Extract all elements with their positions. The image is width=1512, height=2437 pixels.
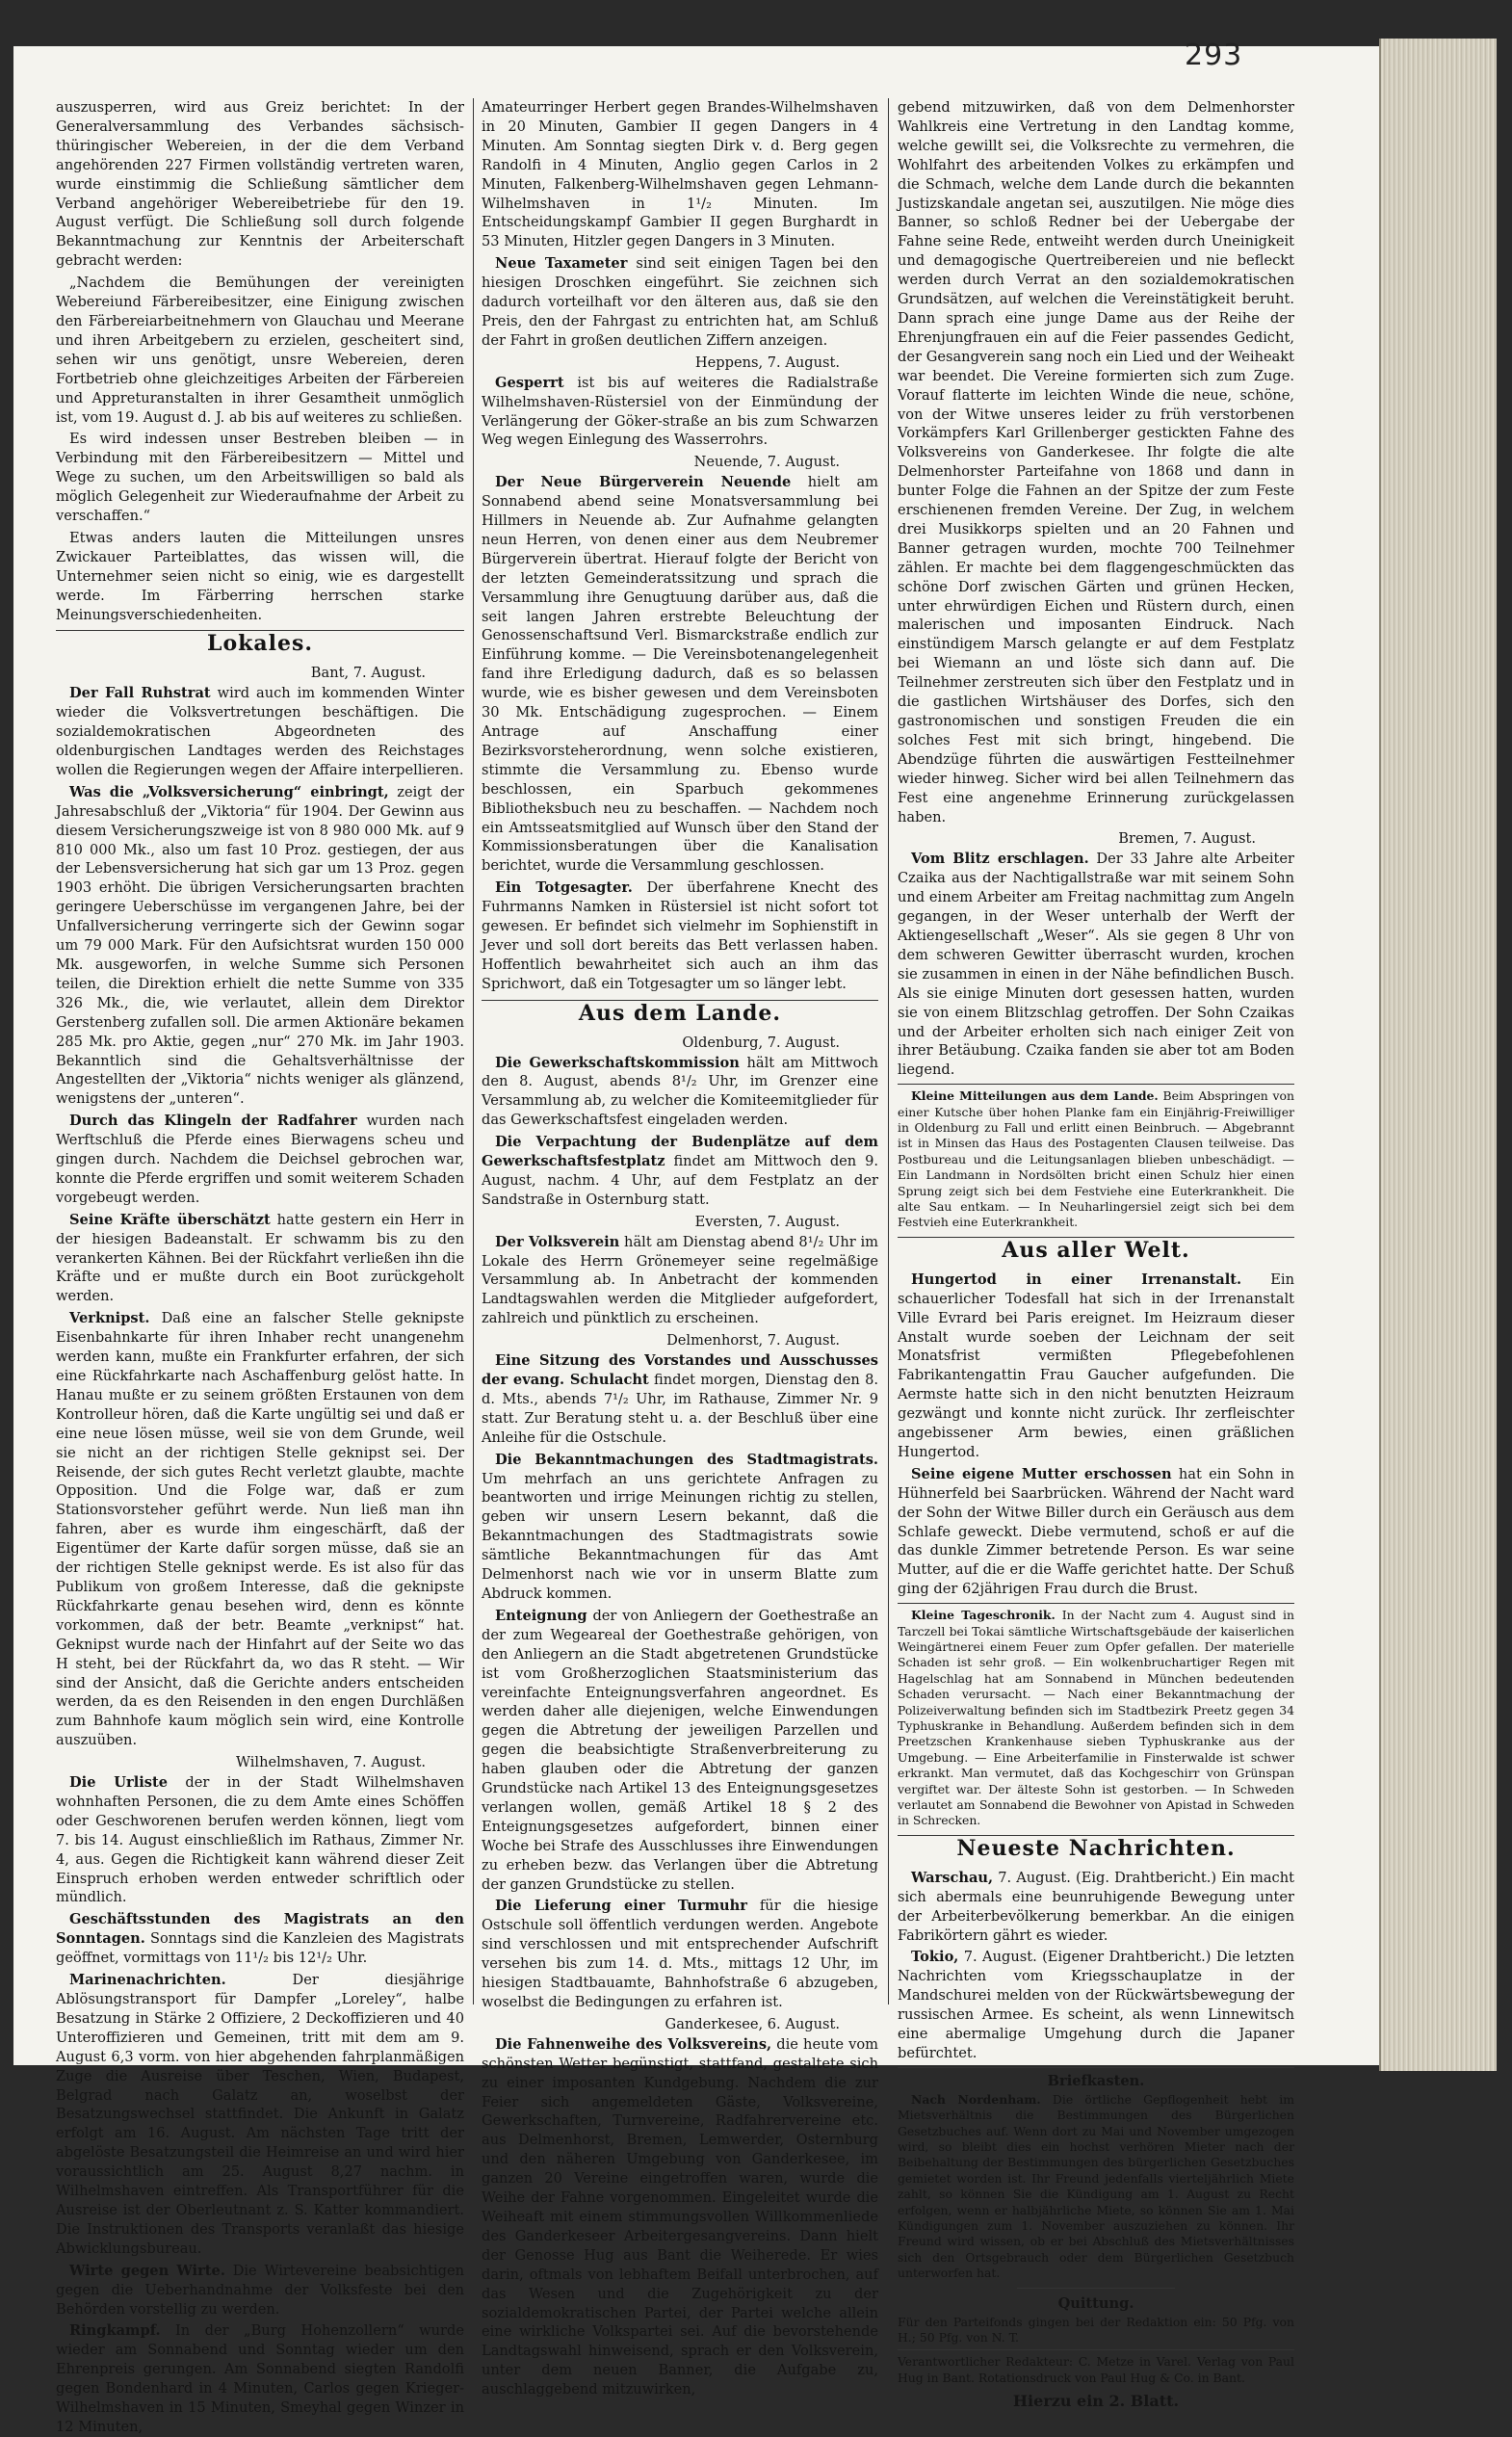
- item-text: hält am Mittwoch den 8. August, abends 8¹/₂ Uhr, im Grenzer eine Versammlung ab, zu welcher die Komiteemitglieder für das Gewerkschaftsfest eingeladen werden.: [482, 1054, 878, 1129]
- item-text: Der diesjährige Ablösungstransport für Dampfer „Loreley“, halbe Besatzung in Stärke 2 Offiziere, 2 Deckoffizieren und 40 Unteroffizieren und Gemeinen, tritt mit dem am 9. August 6,3 vorm. von hier abgehenden fahrplanmäßigen Zuge die Ausreise über Teschen, Wien, Budapest, Belgrad nach Galatz an, woselbst der Besatzungswechsel stattfindet. Die Ankunft in Galatz erfolgt am 16. August. Am nächsten Tage tritt der abgelöste Besatzungsteil die Heimreise an und wird hier voraussichtlich am 25. August 8,27 nachm. in Wilhelmshaven eintreffen. Als Transportführer für die Ausreise ist der Oberleutnant z. S. Katter kommandiert. Die Instruktionen des Transports veranlaßt das hiesige Abwicklungsbureau.: [56, 1972, 464, 2257]
- item-text: In der „Burg Hohenzollern“ wurde wieder am Sonnabend und Sonntag wieder um den Ehrenpreis gerungen. Am Sonnabend siegten Randolfi gegen Bondenhard in 4 Minuten, Carlos gegen Krieger-Wilhelmshaven in 15 Minuten, Smeyhal gegen Winzer in 12 Minuten,: [56, 2322, 464, 2435]
- item-text: Die örtliche Gepflogenheit hebt im Mietsverhältnis die Bestimmungen des Bürgerlichen Gesetzbuches auf. Wenn dort zu Mai und November umgezogen wird, so bleibt dies ein hochst verhören Mieter nach der Beibehaltung der Bestimmungen des bürgerlichen Gesetzbuches gemietet worden ist. Ihr Freund jedenfalls vierteljährlich Miete zahlt, so können Sie die Kündigung am 1. August zu Recht erfolgen, wenn er halbjährliche Miete, so können Sie am 1. Mai Kündigungen zum 1. November auszuziehen zu können. Ihr Freund wird wissen, ob er bei Abschluß des Mietsverhältnisses sich den Ortsgebrauch oder dem Bürgerlichen Gesetzbuch unterworfen hat.: [898, 2091, 1294, 2281]
- item-keyword: Vom Blitz erschlagen.: [911, 851, 1089, 868]
- divider: [1017, 2288, 1176, 2289]
- item-text: hat ein Sohn in Hühnerfeld bei Saarbrücken. Während der Nacht ward der Sohn der Witwe Biller durch ein Geräusch aus dem Schlafe geweckt. Diebe vermutend, schoß er auf die das dunkle Zimmer betretende Person. Es war seine Mutter, auf die er die Waffe gerichtet hatte. Der Schuß ging der 62jährigen Frau durch die Brust.: [898, 1465, 1295, 1598]
- item-text: wurden nach Werftschluß die Pferde eines Bierwagens scheu und gingen durch. Nachdem die Deichsel gebrochen war, konnte die Pferde ergriffen und somit weiterem Schaden vorgebeugt werden.: [56, 1113, 464, 1206]
- item-keyword: Marinenachrichten.: [69, 1972, 226, 1989]
- news-item: [56, 1211, 464, 1307]
- column-divider-1: [473, 98, 474, 2005]
- item-keyword: Die Verpachtung der Budenplätze auf dem Gewerkschaftsfestplatz: [482, 1134, 878, 1170]
- dateline: Delmenhorst, 7. August.: [666, 1332, 840, 1350]
- news-item: [482, 254, 878, 351]
- book-binding: [1379, 39, 1497, 2071]
- dateline: Eversten, 7. August.: [694, 1213, 840, 1230]
- item-keyword: Wirte gegen Wirte.: [69, 2262, 225, 2279]
- item-keyword: Kleine Tageschronik.: [911, 1608, 1056, 1623]
- news-item: [898, 1271, 1294, 1462]
- short-news: [898, 1088, 1294, 1231]
- news-item: [898, 850, 1294, 1080]
- news-item: [482, 1451, 878, 1604]
- article-continuation: Amateurringer Herbert gegen Brandes-Wilhelmshaven in 20 Minuten, Gambier II gegen Dangers in 4 Minuten. Am Sonntag siegten Dirk v. d. Berg gegen Randolfi in 4 Minuten, Anglio gegen Carlos in 2 Minuten, Falkenberg-Wilhelmshaven gegen Lehmann-Wilhelmshaven in 1¹/₂ Minuten. Im Entscheidungskampf Gambier II gegen Burghardt in 53 Minuten, Hitzler gegen Dangers in 3 Minuten.: [482, 99, 878, 250]
- item-keyword: Die Bekanntmachungen des Stadtmagistrats.: [495, 1451, 878, 1468]
- news-item: [56, 684, 464, 780]
- news-item: [482, 2035, 878, 2399]
- article-continuation: gebend mitzuwirken, daß von dem Delmenhorster Wahlkreis eine Vertretung in den Landtag komme, welche gewillt sei, die Volksrechte zu vermehren, die Wohlfahrt des arbeitenden Volkes zu erkämpfen und die Schmach, welche dem Lande durch die bekannten Justizskandale angetan sei, auszutilgen. Nie möge dies Banner, so schloß Redner bei der Uebergabe der Fahne seine Rede, entweiht werden durch Uneinigkeit und demagogische Quertreibereien und nie befleckt werden durch Verrat an den sozialdemokratischen Grundsätzen, auf welchen die Vereinstätigkeit beruht. Dann sprach eine junge Dame aus der Reihe der Ehrenjungfrauen ein auf die Feier passendes Gedicht, der Gesangverein sang noch ein Lied und der Weiheakt war beendet. Die Vereine formierten sich zum Zuge. Vorauf flatterte im leichten Winde die neue, schöne, von der Witwe unseres leider zu früh verstorbenen Vorkämpfers Karl Grillenberger gestickten Fahne des Volksvereins von Ganderkesee. Ihr folgte die alte Delmenhorster Parteifahne von 1868 und dann in bunter Folge die Fahnen an der Spitze der zum Feste erschienenen fremden Vereine. Der Zug, in welchem drei Musikkorps spielten und an 20 Fahnen und Banner getragen wurden, mochte 700 Teilnehmer zählen. Er machte bei dem flaggengeschmückten das schöne Dorf zwischen Gärten und grünen Hecken, unter ehrwürdigen Eichen und Rüstern durch, einen malerischen und imposanten Eindruck. Nach einstündigem Marsch gelangte er auf dem Festplatz bei Wiemann an und löste sich dann auf. Die Teilnehmer zerstreuten sich über den Festplatz und in die gastlichen Wirtshäuser des Dorfes, sich den gastronomischen und sonstigen Freuden die ein solches Fest mit sich bringt, hingebend. Die Abendzüge führten die auswärtigen Festteilnehmer wieder hinweg. Sicher wird bei allen Teilnehmern das Fest eine angenehme Erinnerung zurückgelassen haben.: [898, 99, 1294, 825]
- news-item: [898, 1948, 1294, 2062]
- item-text: Sonntags sind die Kanzleien des Magistrats geöffnet, vormittags von 11¹/₂ bis 12¹/₂ Uhr.: [56, 1930, 465, 1967]
- item-text: hielt am Sonnabend abend seine Monatsversammlung bei Hillmers in Neuende ab. Zur Aufnahme gelangten neun Herren, von denen einer aus dem Neubremer Bürgerverein übertrat. Hierauf folgte der Bericht von der letzten Gemeinderatssitzung und sprach die Versammlung ihre Genugtuung darüber aus, daß die seit langen Jahren erstrebte Beleuchtung der Genossenschaftsund Verl. Bismarckstraße endlich zur Einführung komme. — Die Vereinsbotenangelegenheit fand ihre Erledigung dadurch, daß es so belassen wurde, wie es bisher gewesen und dem Vereinsboten 30 Mk. Entschädigung zugesprochen. — Einem Antrage auf Anschaffung einer Bezirksvorsteherordnung, wenn solche existieren, stimmte die Versammlung zu. Ebenso wurde beschlossen, ein Sparbuch gekommenes Bibliotheksbuch neu zu beschaffen. — Nachdem noch ein Amtsseatsmitglied auf Wunsch über den Stand der Kommissionsberatungen über die Kanalisation berichtet, wurde die Versammlung geschlossen.: [482, 474, 878, 875]
- divider: [898, 2067, 1294, 2068]
- imprint: Verantwortlicher Redakteur: C. Metze in Varel. Verlag von Paul Hug in Bant. Rotationsdruck von Paul Hug & Co. in Bant.: [898, 2354, 1294, 2385]
- item-text: hält am Dienstag abend 8¹/₂ Uhr im Lokale des Herrn Grönemeyer seine regelmäßige Versammlung ab. In Anbetracht der kommenden Landtagswahlen werden die Mitglieder aufgefordert, zahlreich und pünktlich zu erscheinen.: [482, 1233, 878, 1327]
- item-text: 7. August. (Eigener Drahtbericht.) Die letzten Nachrichten vom Kriegsschauplatze in der Mandschurei melden von der Rückwärtsbewegung der russischen Armee. Es scheint, als wenn Linnewitsch eine abermalige Umgehung durch die Japaner befürchtet.: [898, 1949, 1295, 2061]
- column-3: [898, 98, 1295, 2411]
- item-keyword: Eine Sitzung des Vorstandes und Ausschusses der evang. Schulacht: [482, 1352, 878, 1388]
- column-2: [482, 98, 879, 2398]
- item-text: der von Anliegern der Goethestraße an der zum Wegeareal der Goethestraße gehörigen, von den Anliegern an die Stadt abgetretenen Grundstücke ist vom Großherzoglichen Staatsministerium das vereinfachte Enteignungsverfahren angeordnet. Es werden daher alle diejenigen, welche Einwendungen gegen die Abtretung der jeweiligen Parzellen und gegen die beabsichtigte Straßenverbreiterung zu haben glauben oder die Abtretung der ganzen Grundstücke nach Artikel 13 des Enteignungsgesetzes verlangen wollen, gemäß Artikel 18 § 2 des Enteignungsgesetzes aufgefordert, binnen einer Woche bei Strafe des Ausschlusses ihre Einwendungen zu erheben bezw. das Verlangen über die Abtretung der ganzen Grundstücke zu stellen.: [482, 1607, 879, 1893]
- supplement-note: Hierzu ein 2. Blatt.: [1012, 2392, 1180, 2411]
- news-item: [898, 1869, 1294, 1946]
- item-keyword: Tokio,: [911, 1949, 959, 1966]
- item-keyword: Der Neue Bürgerverein Neuende: [495, 474, 792, 491]
- item-keyword: Enteignung: [495, 1607, 587, 1624]
- item-text: Die Wirtevereine beabsichtigen gegen die Ueberhandnahme der Volksfeste bei den Behörden vorstellig zu werden.: [56, 2262, 464, 2318]
- news-item: [482, 1233, 878, 1329]
- section-heading-lokales: Lokales.: [56, 630, 464, 658]
- item-text: Um mehrfach an uns gerichtete Anfragen zu beantworten und irrige Meinungen richtig zu stellen, geben wir unsern Lesern bekannt, daß die Bekanntmachungen des Stadtmagistrats sowie sämtliche Bekanntmachungen für das Amt Delmenhorst nach wie vor in unserm Blatte zum Abdruck kommen.: [482, 1470, 878, 1602]
- item-keyword: Die Urliste: [69, 1774, 169, 1792]
- item-keyword: Die Lieferung einer Turmuhr: [495, 1898, 747, 1915]
- article-paragraph: Etwas anders lauten die Mitteilungen unsres Zwickauer Parteiblattes, das wissen will, die Unternehmer seien nicht so einig, wie es dargestellt werde. Im Färberring herrschen starke Meinungsverschiedenheiten.: [56, 529, 464, 623]
- item-keyword: Verknipst.: [69, 1310, 150, 1327]
- dateline: Ganderkesee, 6. August.: [665, 2015, 840, 2032]
- news-item: [482, 1897, 878, 2011]
- item-keyword: Durch das Klingeln der Radfahrer: [69, 1113, 357, 1130]
- item-text: findet am Mittwoch den 9. August, nachm. 4 Uhr, auf dem Festplatz an der Sandstraße in Osternburg statt.: [482, 1153, 879, 1208]
- news-item: [482, 473, 878, 876]
- page-number: 293: [1185, 39, 1243, 72]
- item-text: wird auch im kommenden Winter wieder die Volksvertretungen beschäftigen. Die sozialdemokratischen Abgeordneten des oldenburgischen Landtages werden des Reichstages wollen die Regierungen wegen der Affaire interpellieren.: [56, 685, 465, 778]
- item-keyword: Ein Totgesagter.: [495, 879, 633, 897]
- item-keyword: Geschäftsstunden des Magistrats an den Sonntagen.: [56, 1911, 464, 1948]
- item-keyword: Warschau,: [911, 1869, 994, 1886]
- news-item: [56, 1971, 464, 2259]
- item-text: der in der Stadt Wilhelmshaven wohnhaften Personen, die zu dem Amte eines Schöffen oder Geschworenen berufen werden können, liegt vom 7. bis 14. August einschließlich im Rathaus, Zimmer Nr. 4, aus. Gegen die Richtigkeit kann während dieser Zeit Einspruch erhoben werden entweder schriftlich oder mündlich.: [56, 1774, 465, 1906]
- item-keyword: Hungertod in einer Irrenanstalt.: [911, 1271, 1242, 1288]
- item-text: findet morgen, Dienstag den 8. d. Mts., abends 7¹/₂ Uhr, im Rathause, Zimmer Nr. 9 statt. Zur Beratung steht u. a. der Beschluß über eine Anleihe für die Ostschule.: [482, 1372, 878, 1446]
- article-intro: auszusperren, wird aus Greiz berichtet: In der Generalversammlung des Verbandes sächsisch-thüringischer Webereien, in der die dem Verband angehörenden 227 Firmen vollständig vertreten waren, wurde einstimmig die Schließung sämtlicher dem Verband angehöriger Webereibetriebe für den 19. August verfügt. Die Schließung soll durch folgende Bekanntmachung zur Kenntnis der Arbeiterschaft gebracht werden:: [56, 99, 464, 270]
- dateline: Heppens, 7. August.: [694, 354, 840, 371]
- dateline: Neuende, 7. August.: [693, 454, 840, 471]
- news-item: [482, 374, 878, 451]
- news-item: [56, 1910, 464, 1968]
- news-item: [56, 1309, 464, 1750]
- item-keyword: Neue Taxameter: [495, 255, 628, 273]
- item-keyword: Die Fahnenweihe des Volksvereins,: [495, 2035, 772, 2053]
- divider: [898, 1084, 1294, 1085]
- dateline: Wilhelmshaven, 7. August.: [235, 1754, 426, 1771]
- item-text: Der 33 Jahre alte Arbeiter Czaika aus der Nachtigallstraße war mit seinem Sohn und einem Arbeiter am Freitag nachmittag zum Angeln gegangen, in der Weser unterhalb der Werft der Aktiengesellschaft „Weser“. Als sie gegen 8 Uhr von dem schweren Gewitter überrascht wurden, krochen sie zusammen in einen in der Nähe befindlichen Busch. Als sie einige Minuten dort gesessen hatten, wurden sie von einem Blitzschlag getroffen. Der Sohn Czaikas und der Arbeiter erholten sich nach einiger Zeit von ihrer Betäubung. Czaika fanden sie aber tot am Boden liegend.: [898, 851, 1295, 1079]
- short-news: [898, 1608, 1294, 1829]
- news-item: [56, 2321, 464, 2436]
- news-item: [482, 1607, 878, 1895]
- receipt-heading: Quittung.: [1057, 2294, 1134, 2312]
- item-keyword: Ringkampf.: [69, 2322, 161, 2340]
- section-heading-aus-dem-lande: Aus dem Lande.: [482, 1000, 878, 1028]
- item-keyword: Der Volksverein: [495, 1233, 620, 1250]
- item-text: für die hiesige Ostschule soll öffentlich verdungen werden. Angebote sind verschlossen und mit entsprechender Aufschrift versehen bis zum 14. d. Mts., mittags 12 Uhr, im hiesigen Stadtbauamte, Bahnhofstraße 6 abzugeben, woselbst die Bedingungen zu erfahren ist.: [482, 1898, 879, 2010]
- item-keyword: Was die „Volksversicherung“ einbringt,: [69, 783, 389, 800]
- item-keyword: Kleine Mitteilungen aus dem Lande.: [911, 1088, 1159, 1104]
- item-text: hatte gestern ein Herr in der hiesigen Badeanstalt. Er schwamm bis zu den verankerten Kähnen. Bei der Rückfahrt verließen ihn die Kräfte und er mußte durch ein Boot zurückgeholt werden.: [56, 1211, 464, 1305]
- item-text: die heute vom schönsten Wetter begünstigt, stattfand, gestaltete sich zu einer imposanten Kundgebung. Nachdem die zur Feier sich angemeldeten Gäste, Volksvereine, Gewerkschaften, Turnvereine, Radfahrervereine etc. aus Delmenhorst, Bremen, Lemwerder, Osternburg und den näheren Umgebung von Ganderkesee, im ganzen 20 Vereine eingetroffen waren, wurde die Weihe der Fahne vorgenommen. Eingeleitet wurde die Weiheaft mit einem stimmungsvollen Willkommenliede des Ganderkeseer Arbeitergesangvereins. Dann hielt der Genosse Hug aus Bant die Weiherede. Er wies darin, oftmals von lebhaftem Beifall unterbrochen, auf das Wesen und die Zugehörigkeit zu der sozialdemokratischen Partei, der Partei welche allein eine wirkliche Volkspartei sei. Auf die bevorstehende Landtagswahl hinweisend, sprach er den Volksverein, unter dem neuen Banner, die Aufgabe zu, auschlaggebend mitzuwirken,: [482, 2035, 878, 2398]
- item-text: Ein schauerlicher Todesfall hat sich in der Irrenanstalt Ville Evrard bei Paris ereignet. Im Heizraum dieser Anstalt wurde soeben der Leichnam der seit Monatsfrist vermißten Pflegebefohlenen Fabrikantengattin Frau Gaucher aufgefunden. Die Aermste hatte sich in den nicht benutzten Heizraum gezwängt und konnte nicht zurück. Ihr zerfleischter angebissener Arm bewies, einen gräßlichen Hungertod.: [898, 1271, 1294, 1460]
- item-text: Der überfahrene Knecht des Fuhrmanns Namken in Rüstersiel ist nicht sofort tot gewesen. Er befindet sich vielmehr im Sophienstift in Jever und soll dort bereits das Bett verlassen haben. Hoffentlich bewahrheitet sich auch an ihm das Sprichwort, daß ein Totgesagter um so länger lebt.: [482, 879, 879, 992]
- item-keyword: Seine Kräfte überschätzt: [69, 1211, 271, 1228]
- news-item: [56, 1773, 464, 1907]
- dateline: Bant, 7. August.: [310, 665, 426, 682]
- item-keyword: Die Gewerkschaftskommission: [495, 1054, 740, 1071]
- section-heading-neueste-nachrichten: Neueste Nachrichten.: [898, 1835, 1294, 1863]
- column-1: [56, 98, 465, 2435]
- news-item: [482, 1351, 878, 1448]
- item-keyword: Nach Nordenham.: [911, 2091, 1041, 2107]
- letterbox-heading: Briefkasten.: [1047, 2072, 1145, 2089]
- item-keyword: Gesperrt: [495, 374, 564, 391]
- news-item: [56, 1112, 464, 1208]
- news-item: [482, 878, 878, 993]
- dateline: Bremen, 7. August.: [1118, 830, 1256, 848]
- item-keyword: Seine eigene Mutter erschossen: [911, 1465, 1172, 1482]
- item-keyword: Der Fall Ruhstrat: [69, 685, 211, 702]
- item-text: ist bis auf weiteres die Radialstraße Wilhelmshaven-Rüstersiel von der Einmündung der Verlängerung der Göker-straße an bis zum Schwarzen Weg wegen Einlegung des Wasserrohrs.: [482, 374, 879, 449]
- item-text: In der Nacht zum 4. August sind in Tarczell bei Tokai sämtliche Wirtschaftsgebäude der kaiserlichen Weingärtnerei einem Feuer zum Opfer gefallen. Der materielle Schaden ist sehr groß. — Ein wolkenbruchartiger Regen mit Hagelschlag hat am Sonnabend in München bedeutenden Schaden verursacht. — Nach einer Bekanntmachung der Polizeiverwaltung befinden sich im Stadtbezirk Preetz gegen 34 Typhuskranke in Behandlung. Außerdem befinden sich in dem Preetzschen Krankenhause sieben Typhuskranke aus der Umgebung. — Eine Arbeiterfamilie in Finsterwalde ist schwer erkrankt. Man vermutet, daß das Kochgeschirr von Grünspan vergiftet war. Der älteste Sohn ist gestorben. — In Schweden verlautet am Sonnabend die Bewohner von Apistad in Schweden in Schrecken.: [898, 1608, 1294, 1828]
- news-item: [56, 2262, 464, 2319]
- column-divider-2: [888, 98, 889, 2005]
- receipt-text: Für den Parteifonds gingen bei der Redaktion ein: 50 Pfg. von H.; 50 Pfg. von N. T.: [898, 2314, 1294, 2345]
- item-text: 7. August. (Eig. Drahtbericht.) Ein macht sich abermals eine beunruhigende Bewegung unter der Arbeiterbevölkerung bemerkbar. An die einigen Fabrikörtern gährt es wieder.: [898, 1869, 1294, 1944]
- item-text: zeigt der Jahresabschluß der „Viktoria“ für 1904. Der Gewinn aus diesem Versicherungszweige ist von 8 980 000 Mk. auf 9 810 000 Mk., also um fast 10 Proz. gestiegen, der aus der Lebensversicherung hat sich gar um 13 Proz. gegen 1903 erhöht. Die übrigen Versicherungsarten brachten geringere Ueberschüsse im vergangenen Jahre, bei der Unfallversicherung verringerte sich der Gewinn sogar um 79 000 Mark. Für den Aufsichtsrat wurden 150 000 Mk. ausgeworfen, in welche Summe sich Personen teilen, die Direktion erhielt die nette Summe von 335 326 Mk., die, wie verlautet, allein dem Direktor Gerstenberg zufallen soll. Die armen Aktionäre bekamen 285 Mk. pro Aktie, gegen „nur“ 270 Mk. im Jahr 1903. Bekanntlich sind die Gehaltsverhältnisse der Angestellten der „Viktoria“ nichts weniger als glänzend, wenigstens der „unteren“.: [56, 783, 465, 1108]
- quote-paragraph: „Nachdem die Bemühungen der vereinigten Webereiund Färbereibesitzer, eine Einigung zwischen den Färbereiarbeitnehmern von Glauchau und Meerane und ihren Arbeitgebern zu erzielen, gescheitert sind, sehen wir uns genötigt, unsre Webereien, deren Fortbetrieb ohne gleichzeitiges Arbeiten der Färbereien und Appreturanstalten in ihrer Gesamtheit unmöglich ist, vom 19. August d. J. ab bis auf weiteres zu schließen.: [56, 275, 464, 426]
- item-text: Beim Abspringen von einer Kutsche über hohen Planke fam ein Einjährig-Freiwilliger in Oldenburg zu Fall und erlitt einen Beinbruch. — Abgebrannt ist in Minsen das Haus des Postagenten Clausen teilweise. Das Postbureau und die Leitungsanlagen blieben unbeschädigt. — Ein Landmann in Nordsölten bricht einen Schulz hier einen Sprung zeigt sich bei dem Festviehe eine Euterkrankheit. Die alte Sau entkam. — In Neuharlingersiel zeigt sich bei dem Festvieh eine Euterkrankheit.: [898, 1088, 1294, 1230]
- news-item: [56, 783, 464, 1109]
- item-text: sind seit einigen Tagen bei den hiesigen Droschken eingeführt. Sie zeichnen sich dadurch vorteilhaft vor den älteren aus, daß sie den Preis, den der Fahrgast zu entrichten hat, am Schluß der Fahrt in großen deutlichen Ziffern anzeigen.: [482, 255, 879, 349]
- divider: [898, 2349, 1294, 2350]
- news-item: [898, 1465, 1294, 1599]
- item-text: Daß eine an falscher Stelle geknipste Eisenbahnkarte für ihren Inhaber recht unangenehm werden kann, mußte ein Frankfurter erfahren, der sich eine Rückfahrkarte nach Aschaffenburg gelöst hatte. In Hanau mußte er zu seinem größten Erstaunen von dem Kontrolleur hören, daß die Karte ungültig sei und daß er eine neue lösen müsse, weil sie von dem Grunde, weil sie nicht an der richtigen Stelle geknipst sei. Der Reisende, der sich gutes Recht verletzt glaubte, machte Opposition. Und die Folge war, daß er zum Stationsvorsteher geführt werde. Nun ließ man ihn fahren, aber es wurde ihm eingeschärft, daß der Eigentümer der Karte dafür sorgen müsse, daß sie an der richtigen Stelle geknipst werde. Es ist also für das Publikum von großem Interesse, daß die geknipste Rückfahrkarte genau besehen wird, denn es könnte vorkommen, daß der betr. Beamte „verknipst“ hat. Geknipst wurde nach der Hinfahrt auf der Seite wo das H steht, bei der Rückfahrt da, wo das R steht. — Wir sind der Ansicht, daß die Gerichte anders entscheiden werden, da es den Reisenden in den engen Durchläßen zum Bahnhofe kaum möglich sein wird, eine Kontrolle auszuüben.: [56, 1310, 465, 1749]
- news-item: [482, 1054, 878, 1131]
- news-item: [482, 1133, 878, 1210]
- divider: [898, 1603, 1294, 1604]
- section-heading-aus-aller-welt: Aus aller Welt.: [898, 1237, 1294, 1265]
- letterbox-item: [898, 2092, 1294, 2282]
- dateline: Oldenburg, 7. August.: [682, 1034, 840, 1051]
- quote-paragraph: Es wird indessen unser Bestreben bleiben — in Verbindung mit den Färbereibesitzern — Mittel und Wege zu suchen, um den Arbeitswilligen so bald als möglich Gelegenheit zur Wiederaufnahme der Arbeit zu verschaffen.“: [56, 431, 464, 525]
